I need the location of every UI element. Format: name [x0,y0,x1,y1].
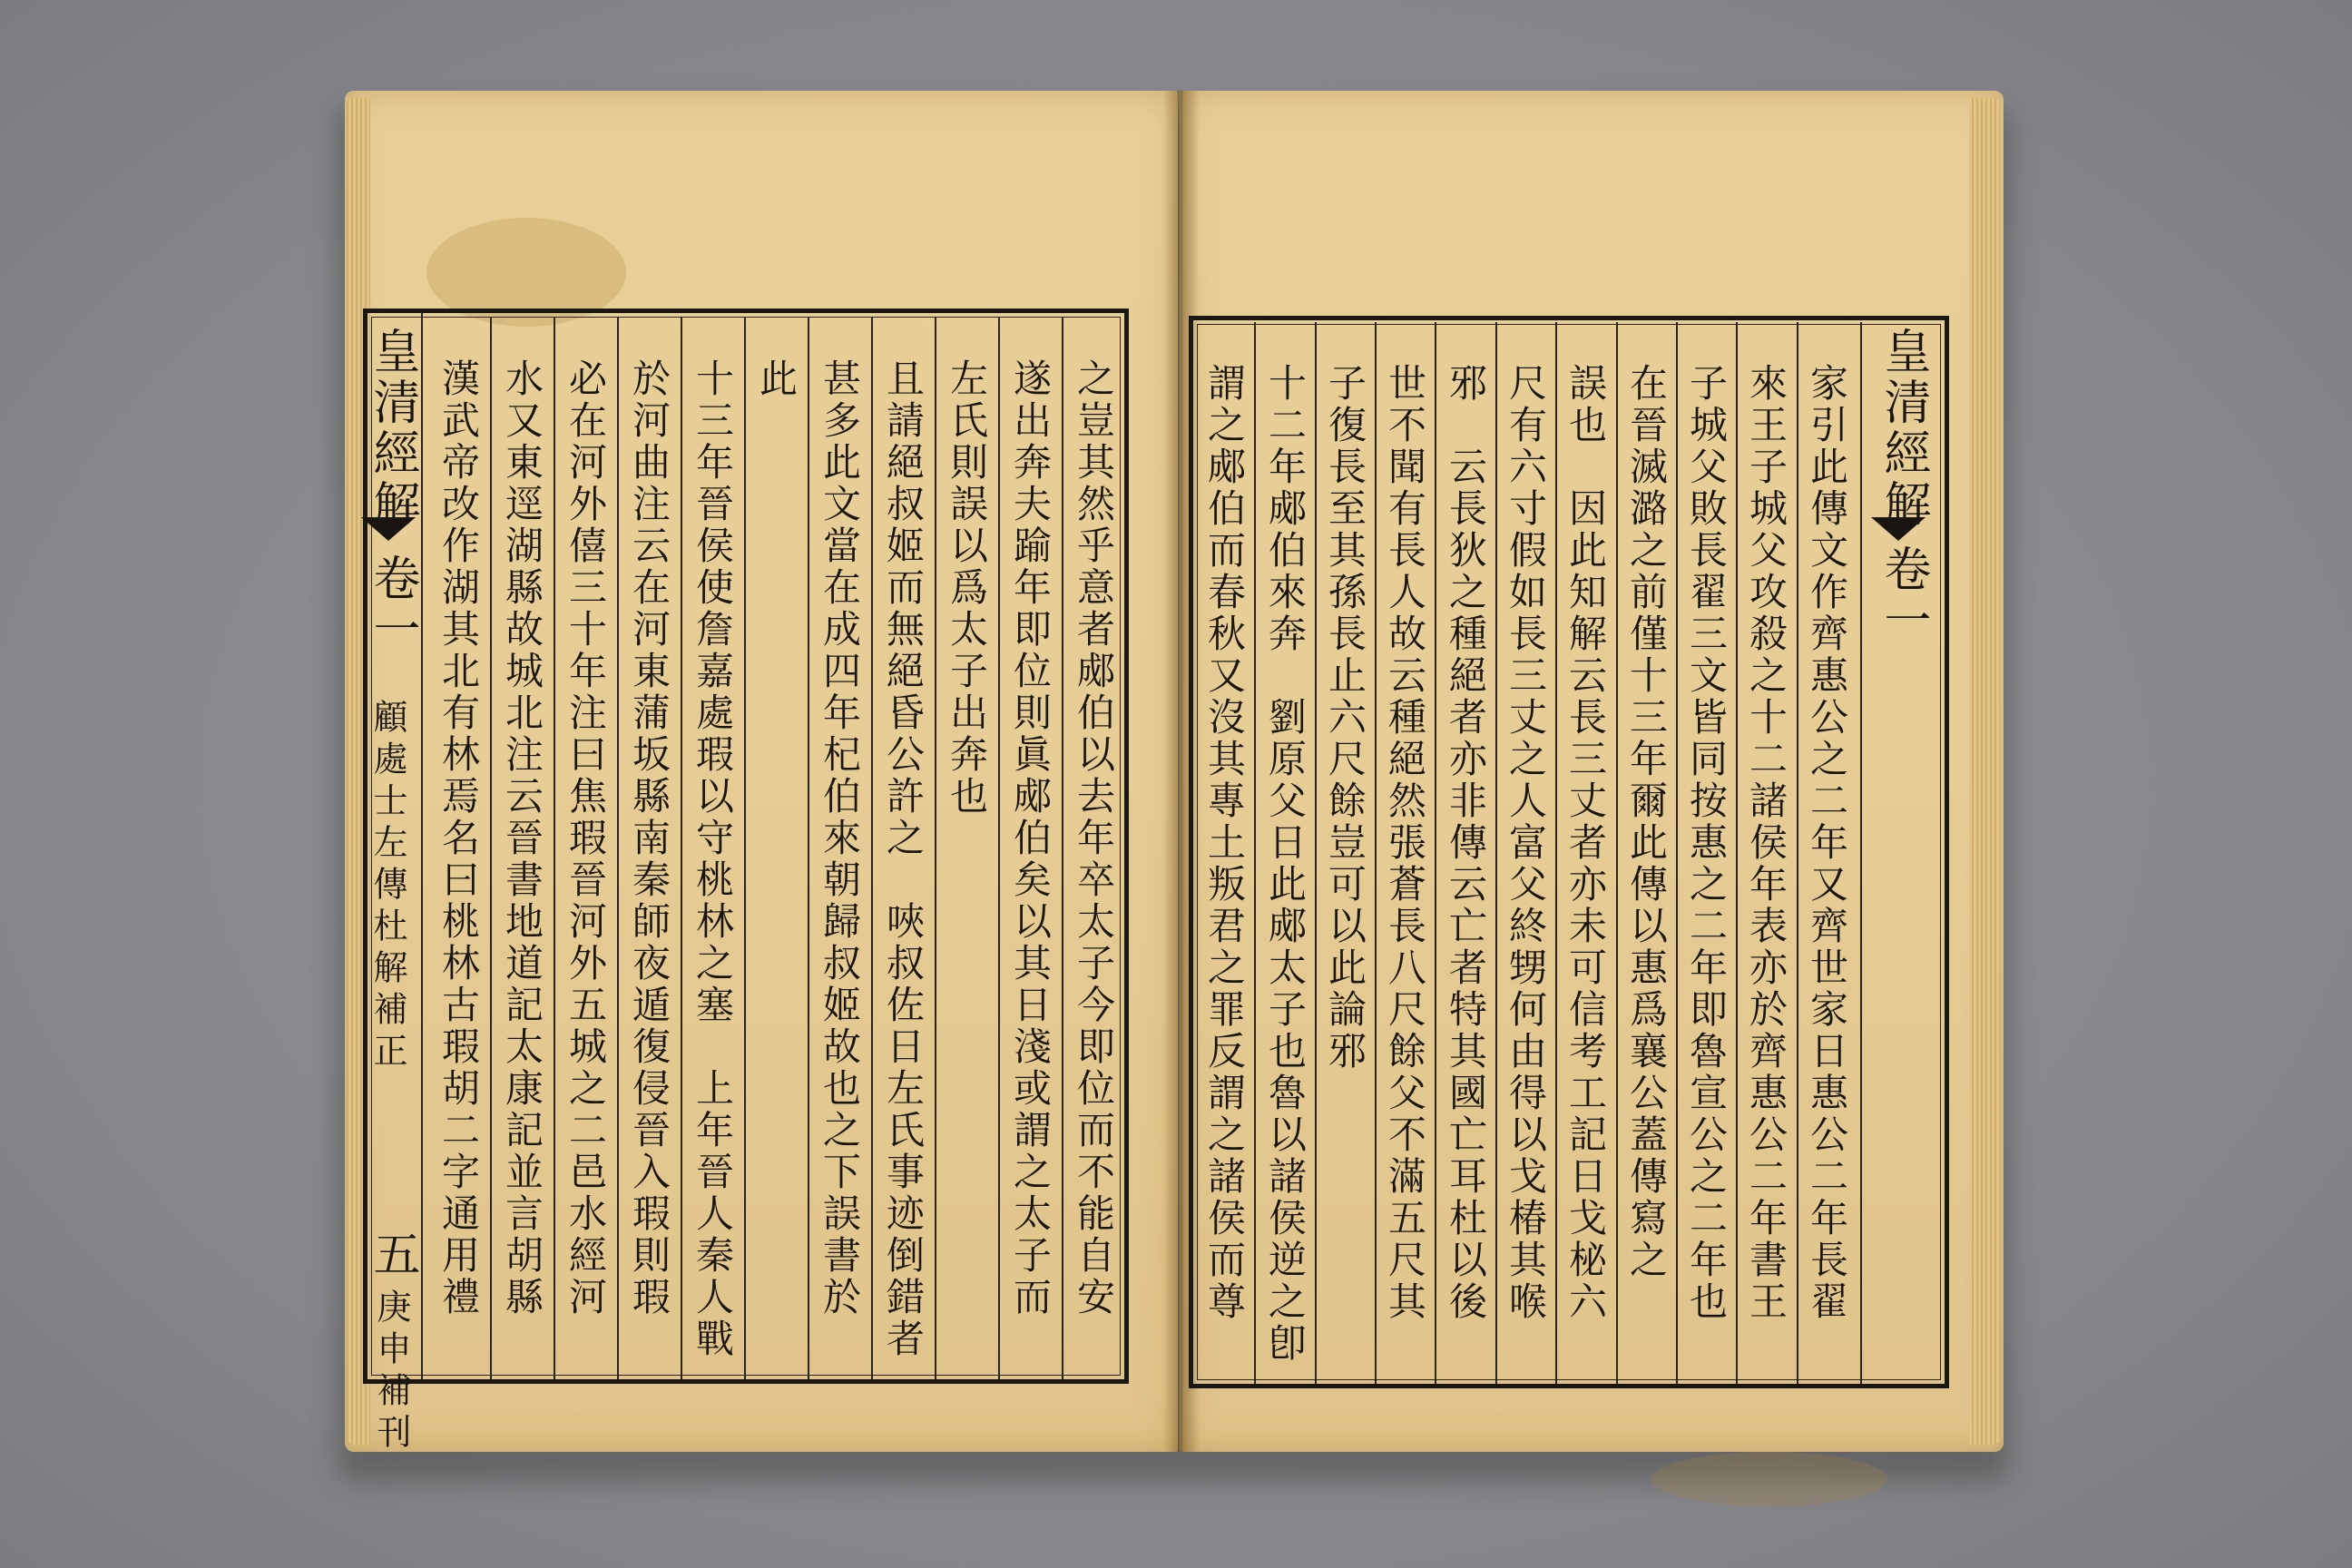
left-column-6: 此 [754,358,799,400]
right-page-edges [1969,98,2000,1445]
left-column-9: 必在河外僖三十年注曰焦瑕晉河外五城之二邑水經河 [564,358,608,1318]
right-margin-title: 皇清經解 [1876,327,1930,530]
column-rule [1375,322,1377,1384]
right-margin-volume: 卷一 [1876,544,1930,646]
right-column-8: 世不聞有長人故云種絕然張蒼長八尺餘父不滿五尺其 [1383,363,1427,1323]
left-margin-source: 顧處士左傳杜解補正 [368,699,407,1074]
column-rule [1676,322,1678,1384]
left-column-8: 於河曲注云在河東蒲坂縣南秦師夜遁復侵晉入瑕則瑕 [627,358,671,1318]
right-column-5: 誤也 因此知解云長三丈者亦未可信考工記日戈柲六 [1563,363,1608,1323]
right-column-6: 尺有六寸假如長三丈之人富父終甥何由得以戈椿其喉 [1504,363,1548,1323]
right-column-10: 十二年郕伯來奔 劉原父日此郕太子也魯以諸侯逆之卽 [1263,363,1308,1365]
left-margin-page-number: 五 [365,1230,419,1280]
column-rule [871,318,873,1379]
right-column-2: 來王子城父攻殺之十二諸侯年表亦於齊惠公二年書王 [1744,363,1788,1323]
left-column-5: 甚多此文當在成四年杞伯來朝歸叔姬故也之下誤書於 [818,358,862,1318]
right-margin-rule [1860,322,1862,1384]
column-rule [490,318,492,1379]
right-column-4: 在晉滅潞之前僅十三年爾此傳以惠爲襄公蓋傳寫之 [1624,363,1669,1281]
column-rule [554,318,555,1379]
left-column-2: 遂出奔夫踰年即位則眞郕伯矣以其日淺或謂之太子而 [1008,358,1053,1318]
left-column-11: 漢武帝改作湖其北有林焉名曰桃林古瑕胡二字通用禮 [436,358,481,1318]
column-rule [617,318,619,1379]
left-column-3: 左氏則誤以爲太子出奔也 [945,358,989,818]
left-fish-tail-mark [361,517,416,541]
right-column-3: 子城父敗長翟三文皆同按惠之二年即魯宣公之二年也 [1684,363,1729,1323]
paper-stain [1651,1452,1887,1506]
column-rule [1435,322,1436,1384]
column-rule [1254,322,1256,1384]
column-rule [681,318,682,1379]
left-column-1: 之豈其然乎意者郕伯以去年卒太子今即位而不能自安 [1072,358,1116,1318]
column-rule [1315,322,1317,1384]
right-column-1: 家引此傳文作齊惠公之二年又齊世家日惠公二年長翟 [1805,363,1849,1323]
left-margin-title: 皇清經解 [365,327,419,530]
left-column-10: 水又東逕湖縣故城北注云晉書地道記太康記並言胡縣 [500,358,544,1318]
column-rule [935,318,936,1379]
left-margin-note: 庚申補刊 [371,1289,411,1455]
column-rule [1736,322,1738,1384]
column-rule [1495,322,1497,1384]
column-rule [1555,322,1557,1384]
left-margin-volume: 卷一 [365,554,419,655]
right-column-11: 謂之郕伯而春秋又沒其專土叛君之罪反謂之諸侯而尊 [1202,363,1247,1323]
column-rule [744,318,746,1379]
left-margin-rule [421,313,423,1379]
left-column-4: 且請絕叔姬而無絕昏公許之 唊叔佐日左氏事迹倒錯者 [881,358,926,1360]
column-rule [808,318,809,1379]
column-rule [998,318,1000,1379]
column-rule [1616,322,1618,1384]
column-rule [1062,318,1063,1379]
column-rule [1797,322,1798,1384]
right-fish-tail-mark [1871,517,1926,541]
right-column-9: 子復長至其孫長止六尺餘豈可以此論邪 [1323,363,1367,1073]
right-column-7: 邪 云長狄之種絕者亦非傳云亡者特其國亡耳杜以後 [1444,363,1488,1323]
left-column-7: 十三年晉侯使詹嘉處瑕以守桃林之塞 上年晉人秦人戰 [691,358,735,1360]
